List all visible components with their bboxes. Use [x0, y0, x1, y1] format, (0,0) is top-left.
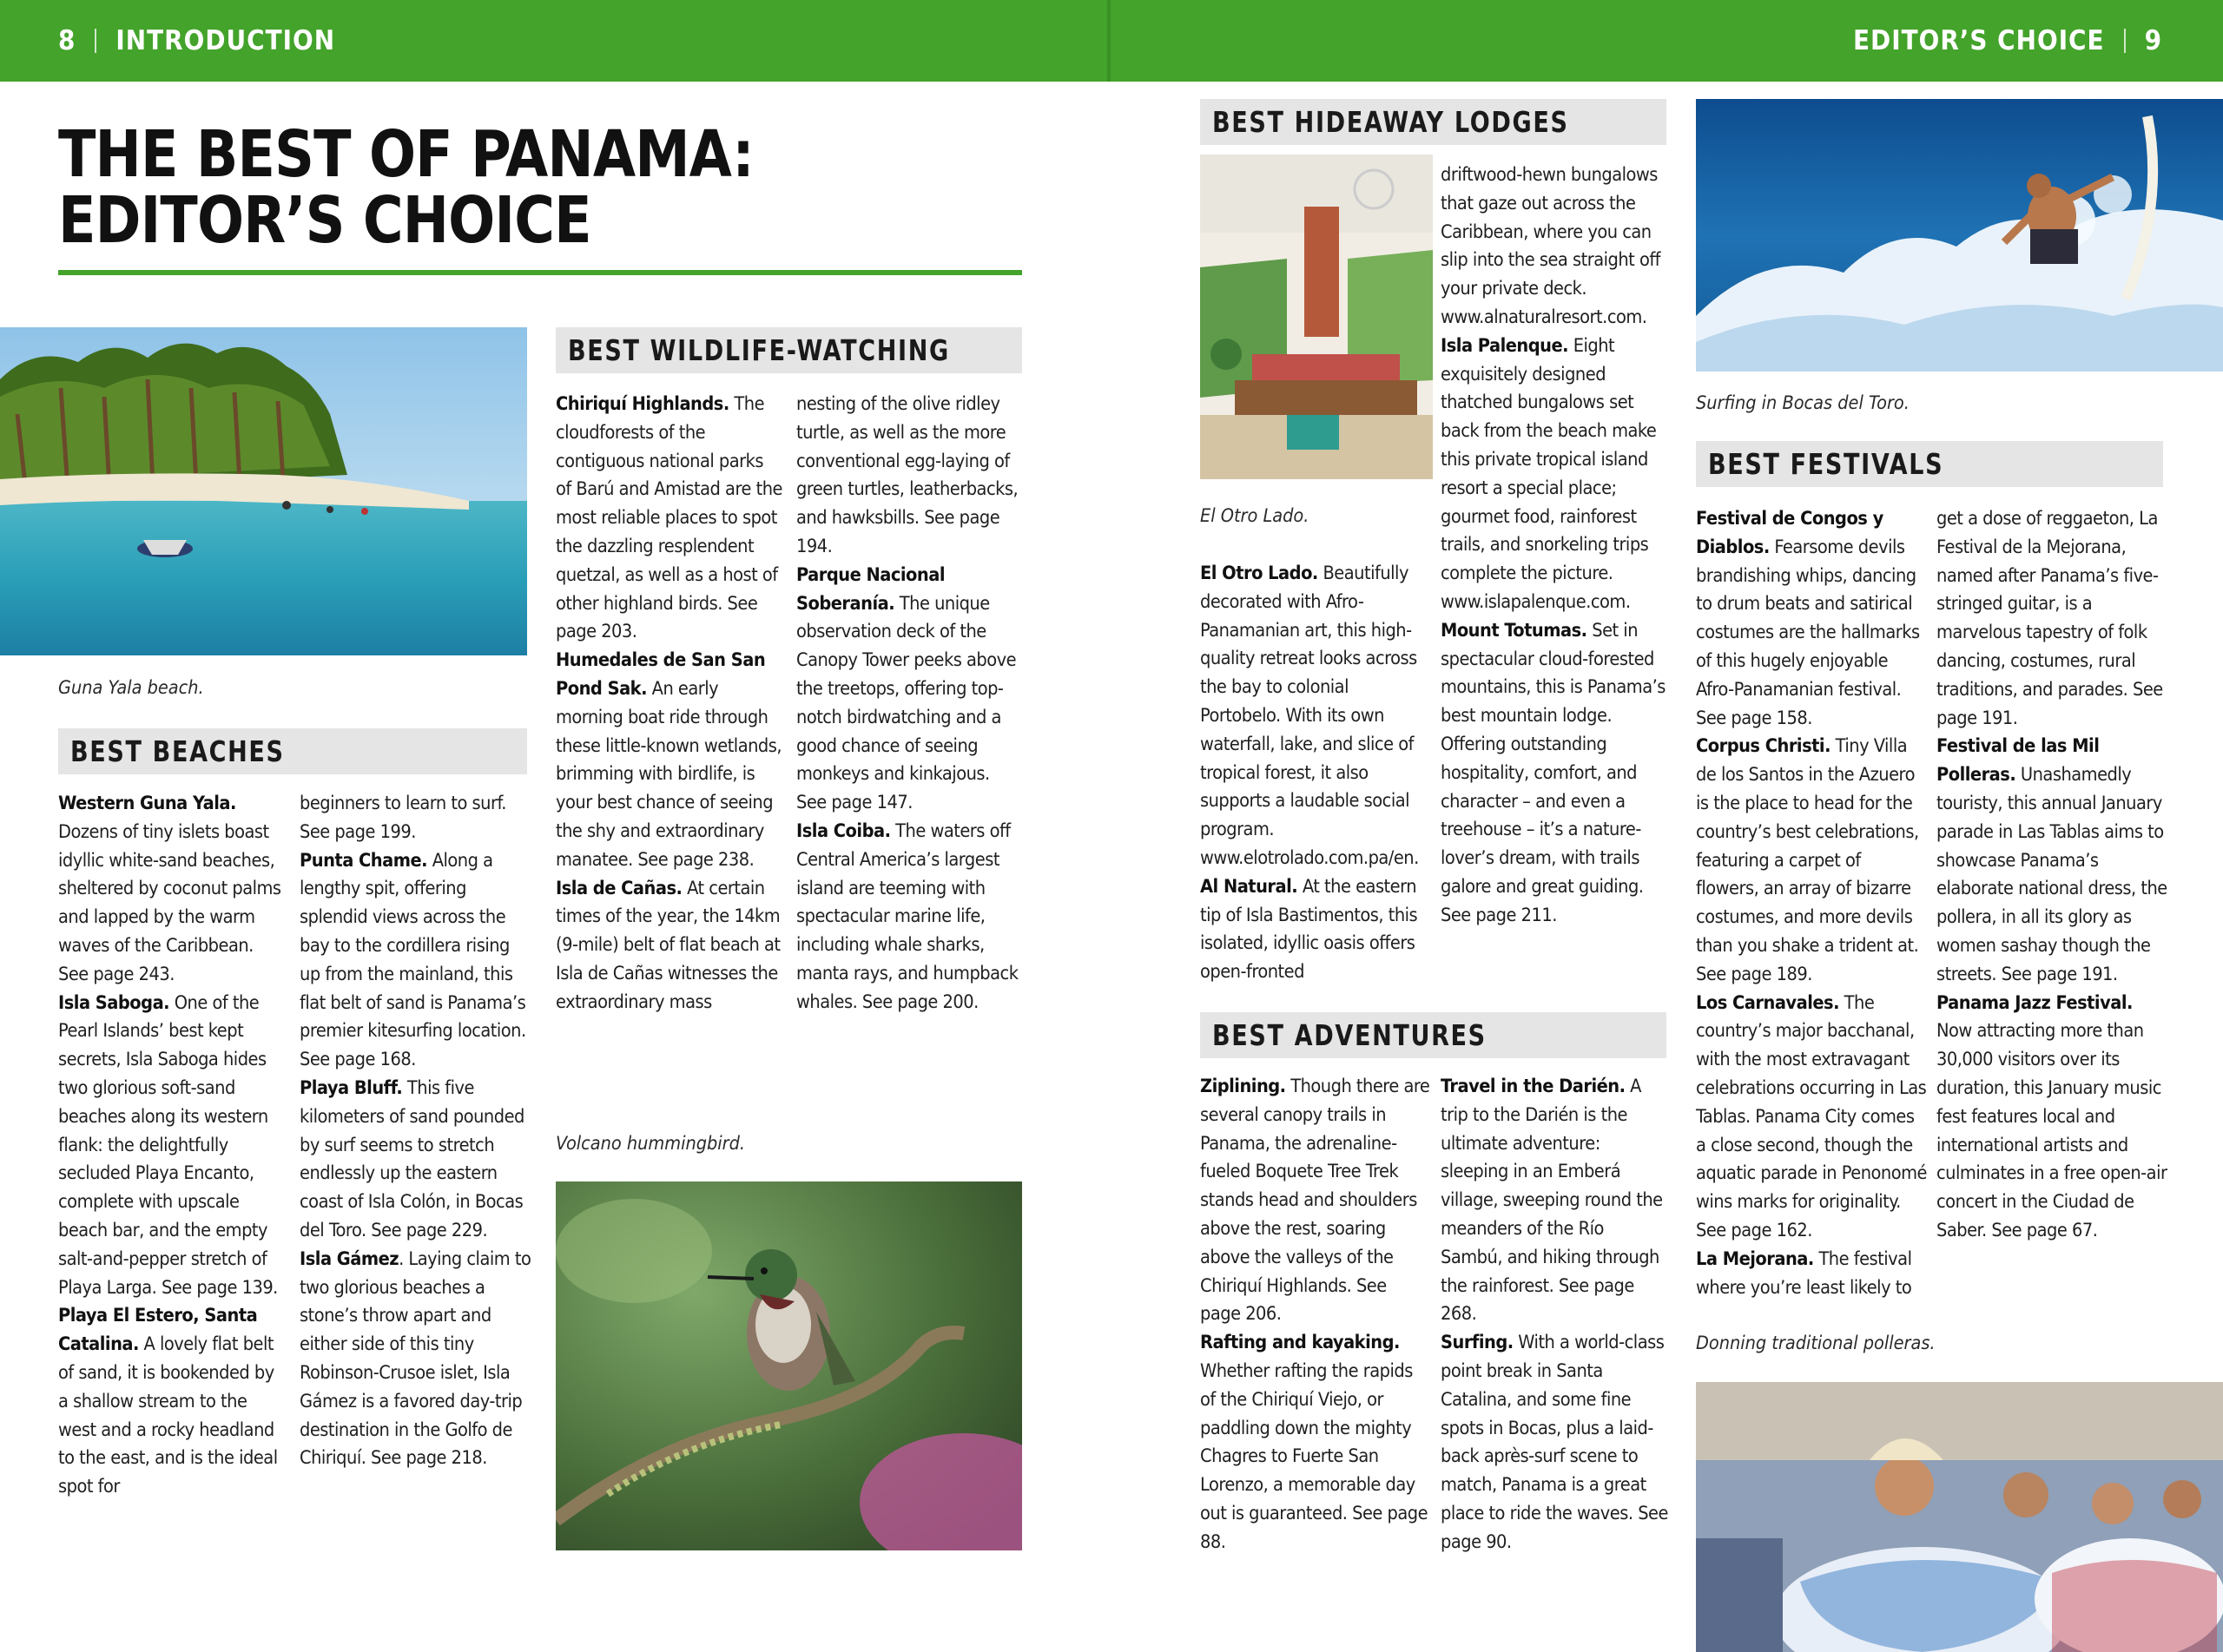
caption-polleras: Donning traditional polleras.	[1696, 1333, 1936, 1354]
entry	[1200, 1329, 1431, 1557]
lodges-column-1	[1200, 560, 1431, 987]
el-otro-lado-photo	[1200, 155, 1433, 479]
surfing-photo	[1696, 99, 2223, 372]
entry	[58, 990, 288, 1303]
running-header-right	[1111, 0, 2223, 82]
entry-text: driftwood-hewn bungalows that gaze out across the Caribbean, where you can slip into the sea straight off your private deck. www.alnaturalresort.com.	[1441, 164, 1661, 328]
entry-text: At certain times of the year, the 14km (9-mile) belt of flat beach at Isla de Cañas witnesses the extraordinary mass	[556, 877, 781, 1013]
entry-name: Rafting and kayaking.	[1200, 1332, 1400, 1354]
entry	[1441, 1073, 1670, 1329]
entry	[796, 818, 1024, 1017]
entry-text: Tiny Villa de los Santos in the Azuero is the place to head for the country’s best celebrations, featuring a carpet of flowers, an array of bizarre costumes, and more devils than you shake a trident at. See page 189.	[1696, 735, 1919, 985]
entry-name: El Otro Lado.	[1200, 563, 1318, 584]
wildlife-column-1	[556, 391, 783, 1017]
entry	[556, 875, 783, 1017]
entry	[556, 647, 783, 874]
page-number-left: 8	[58, 25, 76, 56]
page-title-line-2: EDITOR’S CHOICE	[58, 183, 591, 258]
entry	[1696, 1246, 1927, 1303]
page-title-line-1: THE BEST OF PANAMA:	[58, 117, 754, 192]
entry	[1441, 617, 1670, 931]
entry-text: Along a lengthy spit, offering splendid views across the bay to the cordillera rising up from the mainland, this flat belt of sand is Panama’s premier kitesurfing location. See page 168.	[300, 849, 526, 1071]
entry-text: Whether rafting the rapids of the Chiriquí Viejo, or paddling down the mighty Chagres to Fuerte San Lorenzo, a memorable day out is guaranteed. See page 88.	[1200, 1359, 1428, 1553]
entry	[300, 847, 532, 1075]
guna-yala-beach-photo	[0, 327, 527, 655]
entry-name: Al Natural.	[1200, 875, 1298, 898]
adventures-column-2	[1441, 1073, 1670, 1557]
entry-name: Isla de Cañas.	[556, 877, 683, 899]
entry-text: One of the Pearl Islands’ best kept secrets, Isla Saboga hides two glorious soft-sand beaches along its western flank: the delightfully secluded Playa Encanto, complete with upscale beach bar, and the empty salt-and-pepper stretch of Playa Larga. See page 139.	[58, 991, 278, 1299]
header-divider	[2124, 29, 2126, 53]
entry	[1696, 505, 1927, 733]
entry	[1441, 1329, 1670, 1557]
entry-name: Punta Chame.	[300, 849, 428, 872]
entry-text: The cloudforests of the contiguous national parks of Barú and Amistad are the most reliable places to spot the dazzling resplendent quetzal, as well as a host of other highland birds. See page 203.	[556, 393, 782, 643]
lodges-column-2	[1441, 161, 1670, 931]
entry-text: A lovely flat belt of sand, it is bookended by a shallow stream to the west and a rocky headland to the east, and is the ideal spot for	[58, 1333, 278, 1498]
entry-name: Isla Gámez	[300, 1247, 399, 1270]
caption-guna-yala: Guna Yala beach.	[58, 677, 204, 699]
entry-text: With a world-class point break in Santa Catalina, and some fine spots in Bocas, plus a laid-back après-surf scene to match, Panama is a great place to ride the waves. See page 90.	[1441, 1332, 1668, 1553]
entry-text: get a dose of reggaeton, La Festival de la Mejorana, named after Panama’s five-stringed guitar, is a marvelous tapestry of folk dancing, costumes, rural traditions, and parades. See page 191.	[1936, 508, 2163, 729]
entry-name: Surfing.	[1441, 1332, 1514, 1354]
entry	[1696, 733, 1927, 989]
entry-text: Unashamedly touristy, this annual January parade in Las Tablas aims to showcase Panama’s elaborate national dress, the pollera, in all its glory as women sashay though the streets. See page 191.	[1936, 764, 2167, 985]
entry	[1441, 161, 1670, 332]
entry-text: Beautifully decorated with Afro-Panamanian art, this high-quality retreat looks across the bay to colonial Portobelo. With its own waterfall, lake, and slice of tropical forest, it also supports a laudable social program. www.elotrolado.com.pa/en.	[1200, 563, 1419, 869]
entry-text: Eight exquisitely designed thatched bungalows set back from the beach make this private tropical island resort a special place; gourmet food, rainforest trails, and snorkeling trips complete the picture. www.islapalenque.com.	[1441, 334, 1657, 613]
section-title-right: EDITOR’S CHOICE	[1853, 25, 2105, 56]
entry-name: Panama Jazz Festival.	[1936, 991, 2133, 1014]
entry-name: Humedales de San San Pond Sak.	[556, 649, 766, 700]
entry-text: Though there are several canopy trails in Panama, the adrenaline-fueled Boquete Tree Trek stands head and shoulders above the rest, soaring above the valleys of the Chiriquí Highlands. See page 206.	[1200, 1076, 1430, 1326]
entry-text: . Laying claim to two glorious beaches a stone’s throw apart and either side of this tiny Robinson-Crusoe islet, Isla Gámez is a favored day-trip destination in the Golfo de Chiriquí. See page 218.	[300, 1247, 531, 1470]
entry	[58, 1302, 288, 1502]
entry	[1936, 733, 2171, 989]
caption-hummingbird: Volcano hummingbird.	[556, 1133, 746, 1155]
festivals-column-2	[1936, 505, 2171, 1246]
page-title	[58, 117, 894, 258]
entry-text: beginners to learn to surf. See page 199.	[300, 793, 506, 843]
beaches-column-2	[300, 790, 532, 1473]
entry-text: Dozens of tiny islets boast idyllic white-sand beaches, sheltered by coconut palms and lapped by the warm waves of the Caribbean. See page 243.	[58, 820, 281, 985]
entry-text: The unique observation deck of the Canopy Tower peeks above the treetops, offering top-notch birdwatching and a good chance of seeing monkeys and kinkajous. See page 147.	[796, 592, 1017, 814]
entry-text: The festival where you’re least likely to	[1696, 1247, 1912, 1299]
caption-el-otro-lado: El Otro Lado.	[1200, 505, 1309, 527]
entry	[58, 790, 288, 990]
page-number-right: 9	[2144, 25, 2162, 56]
entry-name: Los Carnavales.	[1696, 991, 1839, 1014]
entry-text: A trip to the Darién is the ultimate adventure: sleeping in an Emberá village, sweeping round the meanders of the Río Sambú, and hiking through the rainforest. See page 268.	[1441, 1076, 1663, 1326]
entry	[556, 391, 783, 647]
entry	[300, 1075, 532, 1246]
section-heading-festivals: BEST FESTIVALS	[1696, 441, 2163, 487]
entry	[796, 391, 1024, 562]
entry-name: Travel in the Darién.	[1441, 1076, 1626, 1097]
festivals-column-1	[1696, 505, 1927, 1302]
entry	[1936, 990, 2171, 1246]
entry	[796, 562, 1024, 818]
title-underline	[58, 270, 1022, 275]
adventures-column-1	[1200, 1073, 1431, 1557]
section-heading-lodges: BEST HIDEAWAY LODGES	[1200, 99, 1666, 145]
caption-surfing: Surfing in Bocas del Toro.	[1696, 392, 1910, 414]
entry	[1200, 1073, 1431, 1329]
entry-name: Festival de Congos y Diablos.	[1696, 508, 1883, 558]
section-heading-adventures: BEST ADVENTURES	[1200, 1012, 1666, 1058]
entry	[1200, 560, 1431, 873]
entry-name: La Mejorana.	[1696, 1247, 1814, 1270]
entry-text: At the eastern tip of Isla Bastimentos, this isolated, idyllic oasis offers open-fronted	[1200, 875, 1418, 984]
entry-name: Parque Nacional Soberanía.	[796, 563, 945, 615]
hummingbird-photo	[556, 1181, 1022, 1550]
polleras-photo	[1696, 1382, 2223, 1652]
beaches-column-1	[58, 790, 288, 1502]
section-title-left: INTRODUCTION	[115, 25, 336, 56]
entry-name: Mount Totumas.	[1441, 619, 1587, 642]
entry-text: Now attracting more than 30,000 visitors over its duration, this January music fest features local and international artists and culminates in a free open-air concert in the Ciudad de Saber. See page 67.	[1936, 1020, 2167, 1241]
entry-name: Playa El Estero, Santa Catalina.	[58, 1305, 258, 1356]
entry	[300, 1246, 532, 1473]
entry-text: The country’s major bacchanal, with the most extravagant celebrations occurring in Las Tablas. Panama City comes a close second, though the aquatic parade in Penonomé wins marks for originality. See page 162.	[1696, 991, 1927, 1241]
wildlife-column-2	[796, 391, 1024, 1017]
entry-name: Corpus Christi.	[1696, 735, 1831, 758]
section-heading-wildlife: BEST WILDLIFE-WATCHING	[556, 327, 1022, 373]
entry	[1696, 990, 1927, 1246]
entry	[1441, 332, 1670, 617]
entry-text: The waters off Central America’s largest island are teeming with spectacular marine life, including whale sharks, manta rays, and humpback whales. See page 200.	[796, 819, 1019, 1013]
entry-name: Festival de las Mil Polleras.	[1936, 735, 2100, 787]
entry-name: Chiriquí Highlands.	[556, 393, 729, 415]
entry-text: An early morning boat ride through these little-known wetlands, brimming with birdlife, is your best chance of seeing the shy and extraordinary manatee. See page 238.	[556, 677, 782, 871]
entry-name: Isla Palenque.	[1441, 334, 1569, 357]
section-heading-beaches: BEST BEACHES	[58, 728, 527, 774]
entry	[1936, 505, 2171, 733]
entry	[300, 790, 532, 847]
entry-text: This five kilometers of sand pounded by surf seems to stretch endlessly up the eastern coast of Isla Colón, in Bocas del Toro. See page 229.	[300, 1076, 524, 1241]
entry-name: Isla Coiba.	[796, 819, 891, 842]
entry-text: Fearsome devils brandishing whips, dancing to drum beats and satirical costumes are the hallmarks of this hugely enjoyable Afro-Panamanian festival. See page 158.	[1696, 536, 1920, 729]
entry	[1200, 873, 1431, 987]
entry-text: Set in spectacular cloud-forested mountains, this is Panama’s best mountain lodge. Offering outstanding hospitality, comfort, and character – and even a treehouse – it’s a nature-lover’s dream, with trails galore and great guiding. See page 211.	[1441, 619, 1666, 926]
entry-text: nesting of the olive ridley turtle, as well as the more conventional egg-laying of green turtles, leatherbacks, and hawksbills. See page 194.	[796, 393, 1019, 557]
running-header-left	[0, 0, 1107, 82]
entry-name: Playa Bluff.	[300, 1076, 403, 1099]
entry-name: Western Guna Yala.	[58, 793, 236, 814]
entry-name: Isla Saboga.	[58, 991, 170, 1014]
header-divider	[95, 29, 96, 53]
entry-name: Ziplining.	[1200, 1076, 1286, 1097]
